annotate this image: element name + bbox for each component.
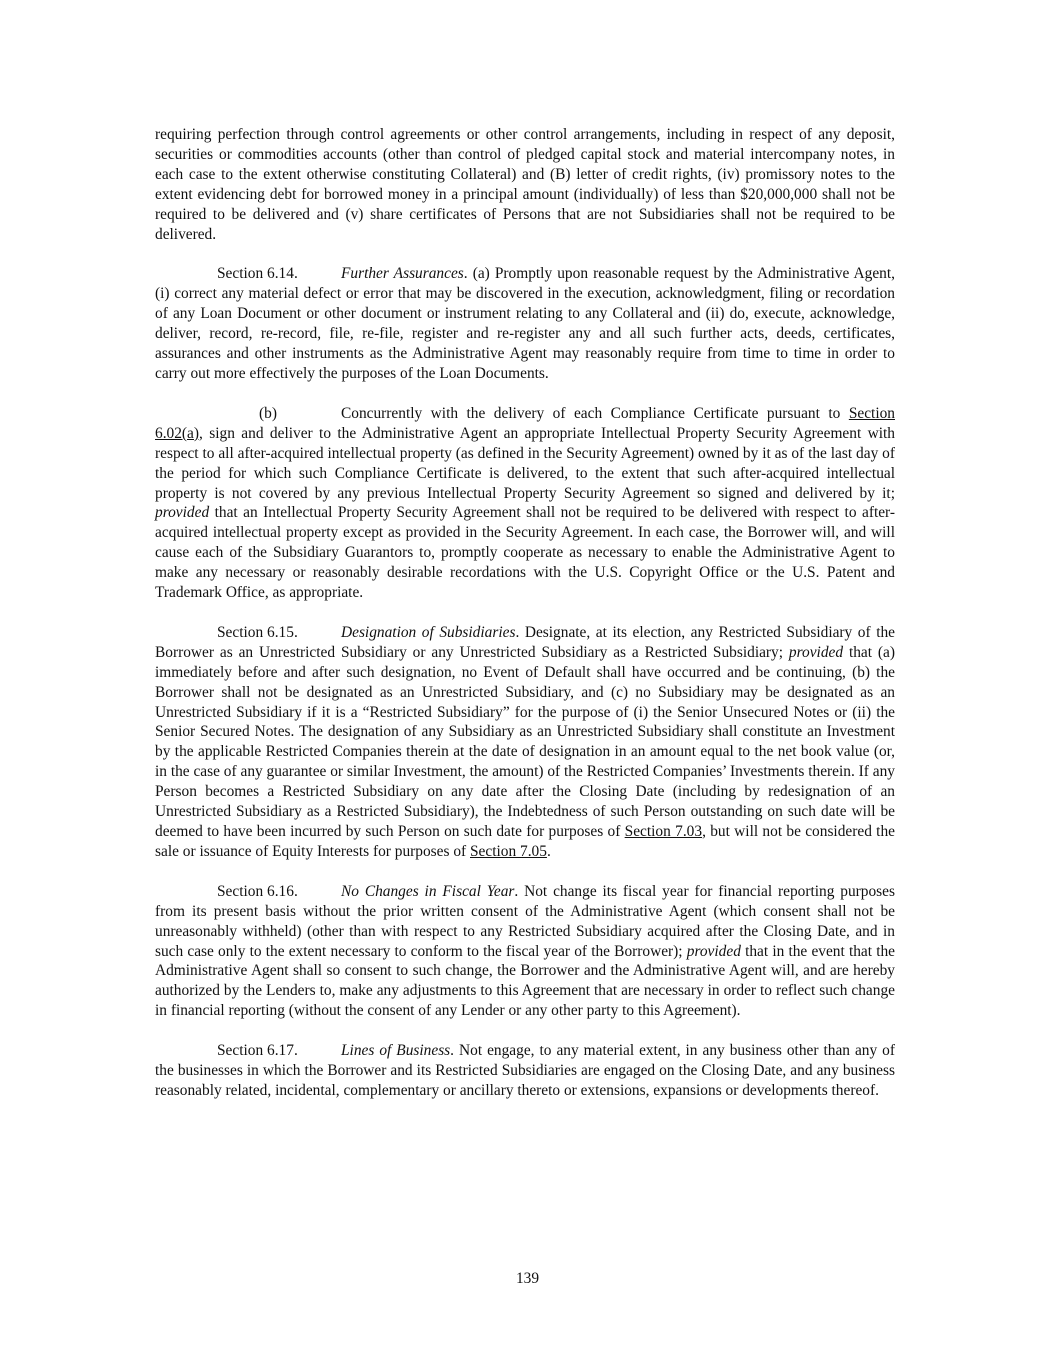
section-6-15 <box>155 623 895 862</box>
section-6-16 <box>155 882 895 1021</box>
section-number: Section 6.16. <box>217 882 298 900</box>
section-6-17 <box>155 1041 895 1101</box>
section-text-1: . Not change its fiscal year for financial reporting purposes from its present basis without the prior written consent of the Administrative Agent (which consent shall not be unreasonably withheld) (other than with respect to any Restricted Subsidiary acquired after the Closing Date, and in such case only to the extent necessary to conform to the fiscal year of the Borrower); <box>155 882 895 960</box>
section-number: Section 6.14. <box>217 265 298 283</box>
section-title: No Changes in Fiscal Year <box>341 882 515 900</box>
section-6-14 <box>155 264 895 383</box>
paragraph-continuation: requiring perfection through control agreements or other control arrangements, including in respect of any deposit, securities or commodities accounts (other than control of pledged capital stock and material intercompany notes, in each case to the extent otherwise constituting Collateral) and (B) letter of credit rights, (iv) promissory notes to the extent evidencing debt for borrowed money in a principal amount (individually) of less than $20,000,000 shall not be required to be delivered and (v) share certificates of Persons that are not Subsidiaries shall not be required to be delivered. <box>155 126 895 243</box>
clause-text-3: that an Intellectual Property Security Agreement shall not be required to be delivered with respect to after-acquired intellectual property except as provided in the Security Agreement. In each case, the Borrower will, and will cause each of the Subsidiary Guarantors to, promptly cooperate as necessary to enable the Administrative Agent to make any necessary or reasonably desirable recordations with the U.S. Copyright Office or the U.S. Patent and Trademark Office, as appropriate. <box>155 504 895 602</box>
page-number: 139 <box>515 1270 540 1287</box>
document-body <box>155 125 895 1121</box>
section-text-4: . <box>546 842 551 860</box>
section-text-2: that (a) immediately before and after such designation, no Event of Default shall have occurred and be continuing, (b) the Borrower shall not be designated as an Unrestricted Subsidiary, and (c) no Subsidiary may be designated as an Unrestricted Subsidiary if it is a “Restricted Subsidiary” for the purpose of (i) the Senior Unsecured Notes or (ii) the Senior Secured Notes. The designation of any Subsidiary as an Unrestricted Subsidiary shall constitute an Investment by the applicable Restricted Companies therein at the date of designation in an amount equal to the net book value (or, in the case of any guarantee or similar Investment, the amount) of the Restricted Companies’ Investments therein. If any Person becomes a Restricted Subsidiary on any date after the Closing Date (including by redesignation of an Unrestricted Subsidiary as a Restricted Subsidiary), the Indebtedness of such Person outstanding on such date will be deemed to have been incurred by such Person on such date for purposes of <box>155 643 896 840</box>
clause-text-1: Concurrently with the delivery of each Compliance Certificate pursuant to <box>341 404 849 422</box>
section-title: Designation of Subsidiaries <box>341 623 516 641</box>
cross-reference: Section 7.03 <box>624 823 703 840</box>
section-text-1: . Designate, at its election, any Restricted Subsidiary of the Borrower as an Unrestricted Subsidiary or any Unrestricted Subsidiary as a Restricted Subsidiary; <box>155 623 895 661</box>
provided-term: provided <box>686 942 741 960</box>
section-text-2: that in the event that the Administrative Agent shall so consent to such change, the Borrower and the Administrative Agent will, and are hereby authorized by the Lenders to, make any adjustments to this Agreement that are necessary in order to reflect such change in financial reporting (without the consent of any Lender or any other party to this Agreement). <box>155 942 895 1020</box>
clause-label: (b) <box>259 404 277 422</box>
section-number: Section 6.17. <box>217 1042 298 1060</box>
clause-text-2: , sign and deliver to the Administrative Agent an appropriate Intellectual Property Security Agreement with respect to all after-acquired intellectual property (as defined in the Security Agreement) owned by it as of the last day of the period for which such Compliance Certificate is delivered, to the extent that such after-acquired intellectual property is not covered by any previous Intellectual Property Security Agreement so signed and delivered by it; <box>155 424 895 502</box>
section-title: Lines of Business <box>341 1042 451 1060</box>
section-number: Section 6.15. <box>217 623 298 641</box>
section-text-3: , but will not be considered the sale or issuance of Equity Interests for purposes of <box>155 823 895 860</box>
cross-reference: Section 7.05 <box>470 842 547 860</box>
provided-term: provided <box>155 504 210 522</box>
section-title: Further Assurances <box>341 265 464 283</box>
cross-reference: Section 6.02(a) <box>155 404 895 442</box>
section-text: . Not engage, to any material extent, in any business other than any of the businesses in which the Borrower and its Restricted Subsidiaries are engaged on the Closing Date, and any business reasonably related, incidental, complementary or ancillary thereto or extensions, expansions or developments thereof. <box>155 1042 895 1099</box>
section-6-14-b <box>155 404 895 603</box>
provided-term: provided <box>788 643 844 661</box>
section-text: . (a) Promptly upon reasonable request by the Administrative Agent, (i) correct any material defect or error that may be discovered in the execution, acknowledgment, filing or recordation of any Loan Document or other document or instrument relating to any Collateral and (ii) do, execute, acknowledge, deliver, record, re-record, file, re-file, register and re-register any and all such further acts, deeds, certificates, assurances and other instruments as the Administrative Agent may reasonably require from time to time in order to carry out more effectively the purposes of the Loan Documents. <box>155 265 895 382</box>
